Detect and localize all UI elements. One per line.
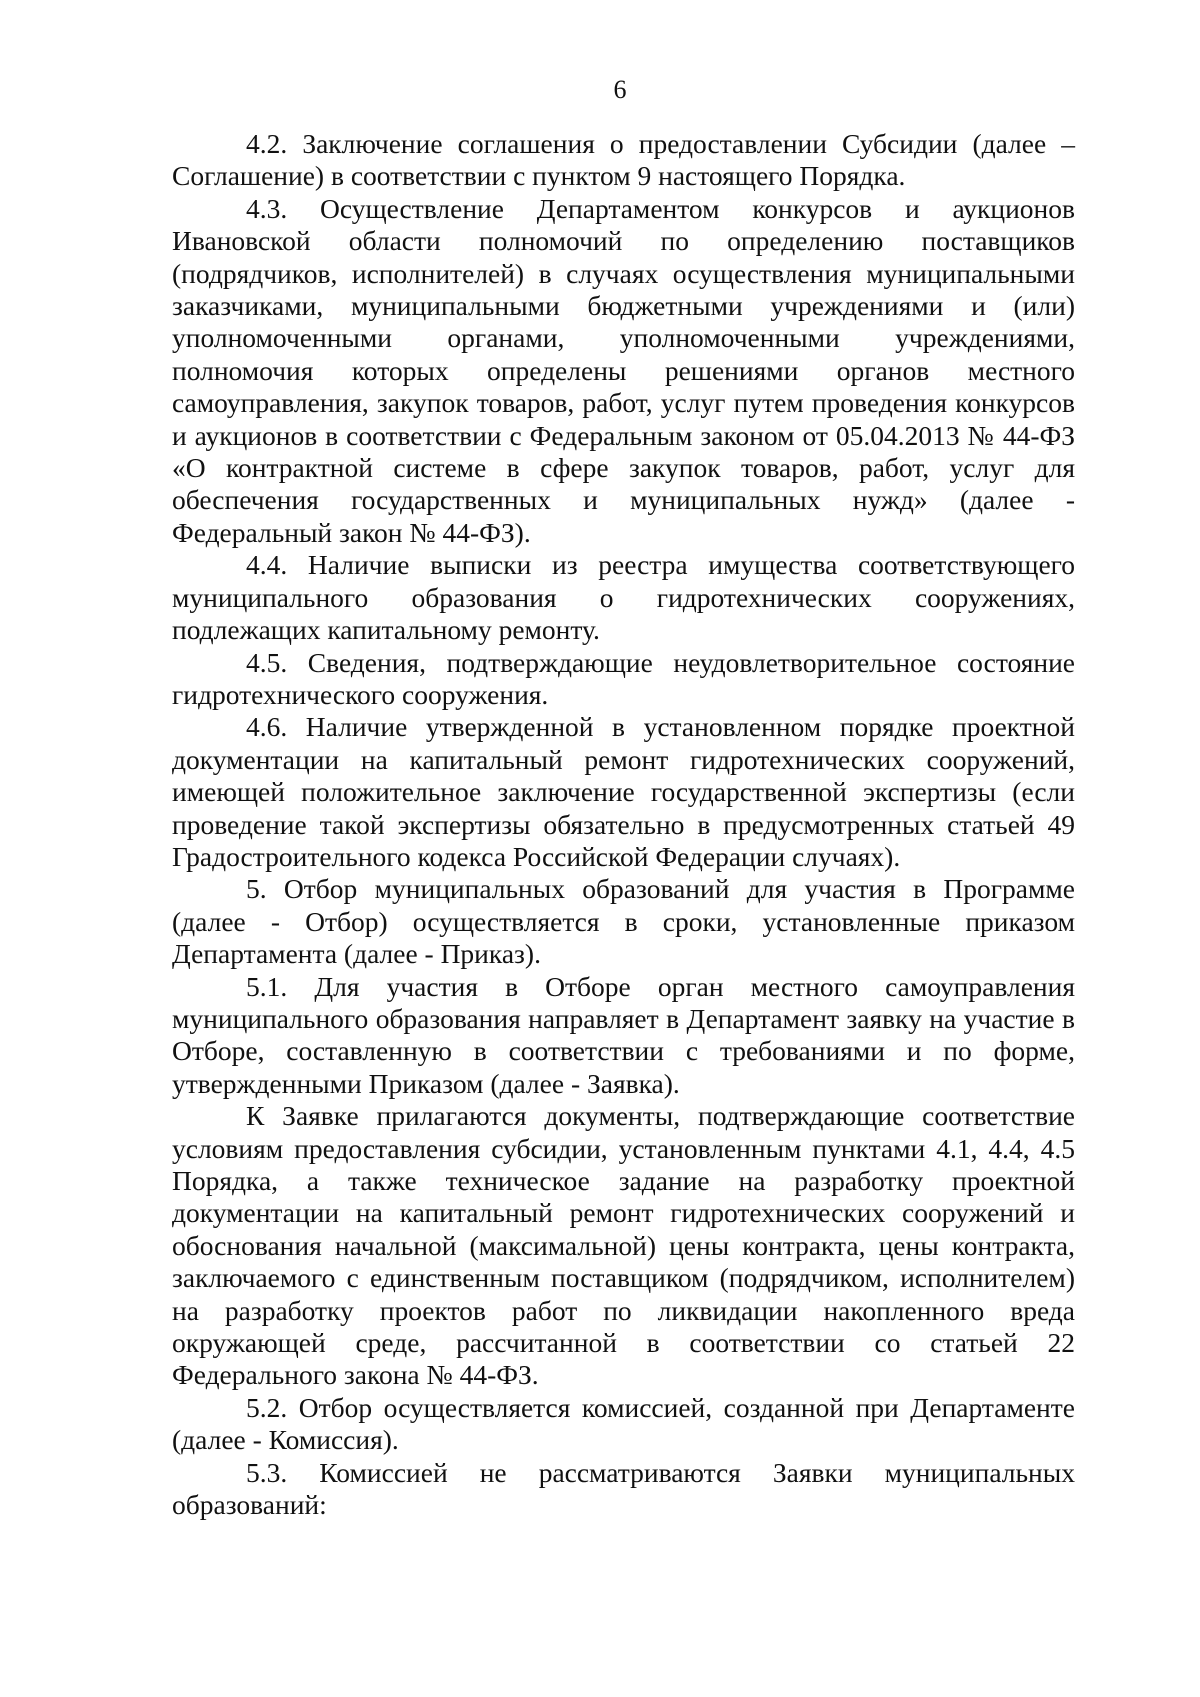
- paragraph-5-1: 5.1. Для участия в Отборе орган местного самоуправления муниципального образования направляет в Департамент заявку на участие в Отборе, составленную в соответствии с требованиями и по форме, утвержденными Приказом (далее - Заявка).: [172, 970, 1075, 1099]
- paragraph-4-5: 4.5. Сведения, подтверждающие неудовлетворительное состояние гидротехнического сооружения.: [172, 646, 1075, 710]
- paragraph-4-2: 4.2. Заключение соглашения о предоставлении Субсидии (далее – Соглашение) в соответствии с пунктом 9 настоящего Порядка.: [172, 128, 1075, 192]
- paragraph-4-4: 4.4. Наличие выписки из реестра имущества соответствующего муниципального образования о гидротехнических сооружениях, подлежащих капитальному ремонту.: [172, 549, 1075, 646]
- page-number: 6: [613, 75, 627, 104]
- paragraph-5: 5. Отбор муниципальных образований для участия в Программе (далее - Отбор) осуществляется в сроки, установленные приказом Департамента (далее - Приказ).: [172, 873, 1075, 970]
- paragraph-application-attachments: К Заявке прилагаются документы, подтверждающие соответствие условиям предоставления субсидии, установленным пунктами 4.1, 4.4, 4.5 Порядка, а также техническое задание на разработку проектной документации на капитальный ремонт гидротехнических сооружений и обоснования начальной (максимальной) цены контракта, цены контракта, заключаемого с единственным поставщиком (подрядчиком, исполнителем) на разработку проектов работ по ликвидации накопленного вреда окружающей среде, рассчитанной в соответствии со статьей 22 Федерального закона № 44-ФЗ.: [172, 1100, 1075, 1391]
- paragraph-4-6: 4.6. Наличие утвержденной в установленном порядке проектной документации на капитальный ремонт гидротехнических сооружений, имеющей положительное заключение государственной экспертизы (если проведение такой экспертизы обязательно в предусмотренных статьей 49 Градостроительного кодекса Российской Федерации случаях).: [172, 711, 1075, 872]
- document-body: [172, 128, 1075, 1521]
- paragraph-5-2: 5.2. Отбор осуществляется комиссией, созданной при Департаменте (далее - Комиссия).: [172, 1391, 1075, 1456]
- paragraph-5-3: 5.3. Комиссией не рассматриваются Заявки муниципальных образований:: [172, 1456, 1075, 1521]
- paragraph-4-3: 4.3. Осуществление Департаментом конкурсов и аукционов Ивановской области полномочий по определению поставщиков (подрядчиков, исполнителей) в случаях осуществления муниципальными заказчиками, муниципальными бюджетными учреждениями и (или) уполномоченными органами, уполномоченными учреждениями, полномочия которых определены решениями органов местного самоуправления, закупок товаров, работ, услуг путем проведения конкурсов и аукционов в соответствии с Федеральным законом от 05.04.2013 № 44-ФЗ «О контрактной системе в сфере закупок товаров, работ, услуг для обеспечения государственных и муниципальных нужд» (далее - Федеральный закон № 44-ФЗ).: [172, 192, 1075, 548]
